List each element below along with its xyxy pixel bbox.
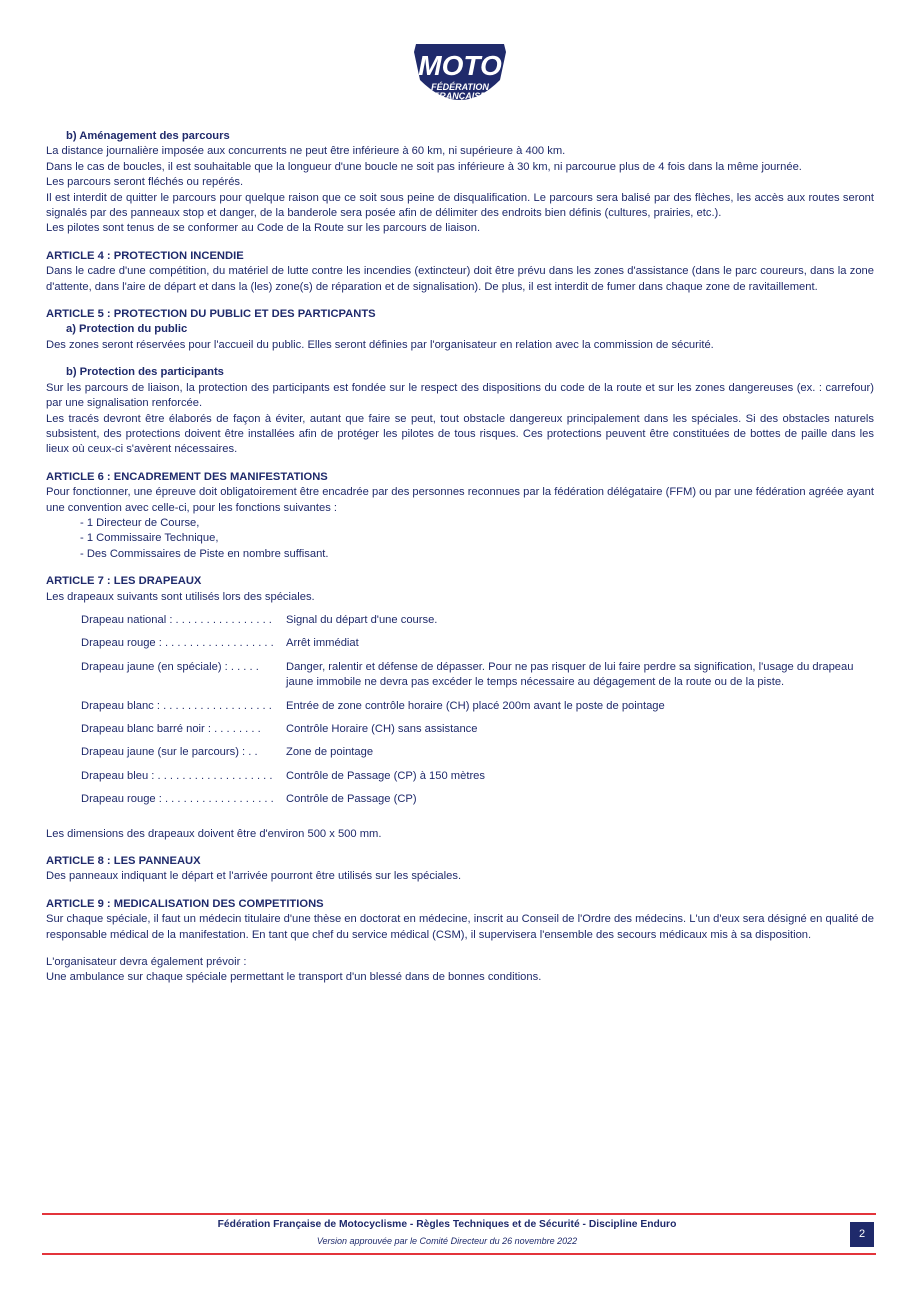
paragraph: Dans le cadre d'une compétition, du matériel de lutte contre les incendies (extincteur) doit être prévu dans les zones d'assistance (dans le parc coureurs, dans la zone d'attente, dans l'aire de départ et dans la (les) zone(s) de réparation et de signalisation). De plus, il est interdit de fumer dans chaque zone de ravitaillement.	[46, 265, 874, 293]
flag-label: Drapeau rouge : . . . . . . . . . . . . . . . . . .	[81, 637, 274, 650]
paragraph: Pour fonctionner, une épreuve doit obligatoirement être encadrée par des personnes reconnues par la fédération délégataire (FFM) ou par une fédération agréée ayant une convention avec celle-ci, pour les fonctions suivantes :	[46, 486, 874, 514]
flag-label: Drapeau bleu : . . . . . . . . . . . . . . . . . . .	[81, 769, 273, 782]
flag-label: Drapeau jaune (en spéciale) : . . . . .	[81, 660, 259, 673]
flag-row	[46, 722, 874, 737]
flag-description: Contrôle de Passage (CP) à 150 mètres	[286, 769, 485, 782]
paragraph: Sur chaque spéciale, il faut un médecin titulaire d'une thèse en doctorat en médecine, inscrit au Conseil de l'Ordre des médecins. L'un d'eux sera désigné en qualité de responsable médical de la manifestation. En tant que chef du service médical (CSM), il supervisera l'ensemble des secours médicaux mis à sa disposition.	[46, 913, 874, 941]
flag-description: Entrée de zone contrôle horaire (CH) placé 200m avant le poste de pointage	[286, 699, 665, 712]
document-body	[46, 129, 874, 986]
logo-word: MOTO	[418, 50, 502, 81]
flag-row	[46, 745, 874, 760]
paragraph: Les tracés devront être élaborés de façon à éviter, autant que faire se peut, tout obstacle dangereux principalement dans les spéciales. Si des obstacles naturels subsistent, des protections doivent être installées afin de protéger les pilotes de tous risques. Ces protections peuvent être constituées de bottes de paille dans les lieux où ceux-ci s'avèrent nécessaires.	[46, 412, 874, 456]
paragraph: Les parcours seront fléchés ou repérés.	[46, 176, 244, 189]
flag-label: Drapeau national : . . . . . . . . . . . . . . . .	[81, 613, 272, 626]
paragraph: Des panneaux indiquant le départ et l'arrivée pourront être utilisés sur les spéciales.	[46, 870, 462, 883]
footer-title: Fédération Française de Motocyclisme - Règles Techniques et de Sécurité - Discipline Enduro	[217, 1219, 677, 1230]
ffm-moto-logo	[408, 42, 512, 118]
article-heading: ARTICLE 4 : PROTECTION INCENDIE	[46, 249, 244, 262]
flag-list	[46, 613, 874, 808]
flag-row	[46, 636, 874, 651]
article-heading: ARTICLE 7 : LES DRAPEAUX	[46, 575, 202, 588]
flag-row	[46, 769, 874, 784]
flag-description: Signal du départ d'une course.	[286, 613, 438, 626]
flag-row	[46, 660, 874, 691]
flag-label: Drapeau jaune (sur le parcours) : . .	[81, 746, 258, 759]
section-heading: b) Protection des participants	[66, 366, 224, 379]
flag-description: Arrêt immédiat	[286, 637, 359, 650]
list-item: - 1 Commissaire Technique,	[80, 532, 219, 545]
paragraph: Les dimensions des drapeaux doivent être d'environ 500 x 500 mm.	[46, 827, 382, 840]
article-heading: ARTICLE 6 : ENCADREMENT DES MANIFESTATIONS	[46, 470, 328, 483]
article-heading: ARTICLE 8 : LES PANNEAUX	[46, 855, 201, 868]
flag-description: Contrôle Horaire (CH) sans assistance	[286, 723, 478, 735]
footer-rule-top	[42, 1213, 876, 1215]
flag-label: Drapeau blanc : . . . . . . . . . . . . . . . . . .	[81, 699, 272, 712]
list-item: - Des Commissaires de Piste en nombre suffisant.	[80, 547, 329, 560]
paragraph: Les pilotes sont tenus de se conformer au Code de la Route sur les parcours de liaison.	[46, 222, 481, 235]
logo-line2: FRANÇAISE	[433, 91, 487, 101]
flag-label: Drapeau blanc barré noir : . . . . . . . .	[81, 723, 261, 735]
paragraph: Une ambulance sur chaque spéciale permettant le transport d'un blessé dans de bonnes conditions.	[46, 971, 542, 984]
paragraph: Sur les parcours de liaison, la protection des participants est fondée sur le respect des dispositions du code de la route et sur les zones dangereuses (ex. : carrefour) par une signalisation renforcée.	[46, 381, 874, 410]
page-number: 2	[850, 1222, 874, 1247]
footer-rule-bottom	[42, 1253, 876, 1255]
section-heading: a) Protection du public	[66, 323, 188, 336]
paragraph: Il est interdit de quitter le parcours pour quelque raison que ce soit sous peine de disqualification. Le parcours sera balisé par des flèches, les accès aux routes seront signalés par des panneaux stop et danger, de la banderole sera posée afin de délimiter des endroits bien définis (cultures, prairies, etc.).	[46, 191, 874, 220]
flag-row	[46, 613, 874, 628]
flag-description: Danger, ralentir et défense de dépasser. Pour ne pas risquer de lui faire perdre sa signification, l'usage du drapeau jaune immobile ne devra pas excéder le temps nécessaire au dégagement de la route ou de la piste.	[286, 660, 854, 689]
flag-label: Drapeau rouge : . . . . . . . . . . . . . . . . . .	[81, 793, 274, 806]
paragraph: L'organisateur devra également prévoir :	[46, 956, 247, 969]
flag-description: Contrôle de Passage (CP)	[286, 793, 417, 806]
paragraph: Des zones seront réservées pour l'accueil du public. Elles seront définies par l'organisateur en relation avec la commission de sécurité.	[46, 338, 714, 351]
paragraph: Dans le cas de boucles, il est souhaitable que la longueur d'une boucle ne soit pas inférieure à 30 km, ni parcourue plus de 4 fois dans la même journée.	[46, 160, 802, 173]
footer-version: Version approuvée par le Comité Directeur du 26 novembre 2022	[316, 1236, 578, 1246]
flag-description: Zone de pointage	[286, 746, 374, 759]
flag-row	[46, 699, 874, 714]
logo-line1: FÉDÉRATION	[431, 82, 489, 92]
flag-row	[46, 792, 874, 807]
article-heading: ARTICLE 9 : MEDICALISATION DES COMPETITIONS	[46, 897, 324, 910]
section-heading: b) Aménagement des parcours	[66, 130, 230, 142]
article-heading: ARTICLE 5 : PROTECTION DU PUBLIC ET DES PARTICPANTS	[46, 308, 376, 321]
paragraph: La distance journalière imposée aux concurrents ne peut être inférieure à 60 km, ni supérieure à 400 km.	[46, 145, 566, 158]
list-item: - 1 Directeur de Course,	[80, 516, 200, 529]
paragraph: Les drapeaux suivants sont utilisés lors des spéciales.	[46, 590, 315, 603]
